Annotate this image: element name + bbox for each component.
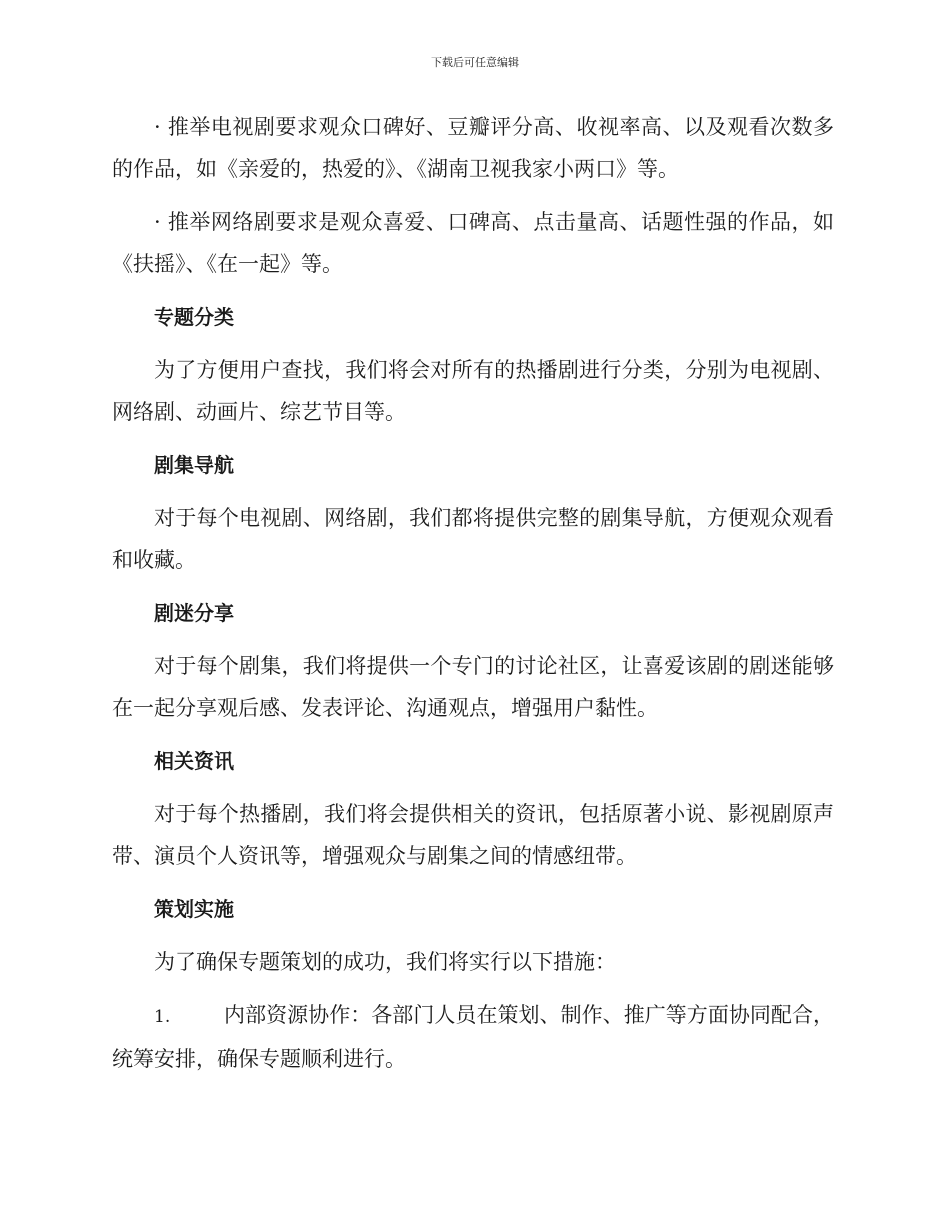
section-heading-fan-share: 剧迷分享: [154, 601, 234, 625]
paragraph-fan-share: 对于每个剧集，我们将提供一个专门的讨论社区，让喜爱该剧的剧迷能够在一起分享观后感、发表评论、沟通观点，增强用户黏性。: [112, 654, 834, 720]
list-item: [112, 994, 834, 1080]
list-item-text: 内部资源协作：各部门人员在策划、制作、推广等方面协同配合，统筹安排，确保专题顺利进行。: [112, 1003, 834, 1071]
section-heading-implementation: 策划实施: [154, 897, 234, 921]
section-heading-categories: 专题分类: [154, 305, 234, 329]
list-item-number: 1.: [154, 1007, 171, 1027]
document-body: [112, 106, 834, 1091]
paragraph-tv-recommendation: · 推举电视剧要求观众口碑好、豆瓣评分高、收视率高、以及观看次数多的作品，如《亲爱的，热爱的》、《湖南卫视我家小两口》等。: [112, 115, 834, 181]
section-heading-related-news: 相关资讯: [154, 749, 234, 773]
paragraph-related-news: 对于每个热播剧，我们将会提供相关的资讯，包括原著小说、影视剧原声带、演员个人资讯等，增强观众与剧集之间的情感纽带。: [112, 802, 834, 868]
paragraph-categories: 为了方便用户查找，我们将会对所有的热播剧进行分类，分别为电视剧、网络剧、动画片、综艺节目等。: [112, 358, 834, 424]
paragraph-web-drama-recommendation: · 推举网络剧要求是观众喜爱、口碑高、点击量高、话题性强的作品，如《扶摇》、《在一起》等。: [112, 210, 834, 276]
section-heading-episode-nav: 剧集导航: [154, 453, 234, 477]
paragraph-episode-nav: 对于每个电视剧、网络剧，我们都将提供完整的剧集导航，方便观众观看和收藏。: [112, 506, 834, 572]
paragraph-implementation: 为了确保专题策划的成功，我们将实行以下措施：: [154, 950, 616, 974]
page-header: 下载后可任意编辑: [431, 56, 519, 69]
